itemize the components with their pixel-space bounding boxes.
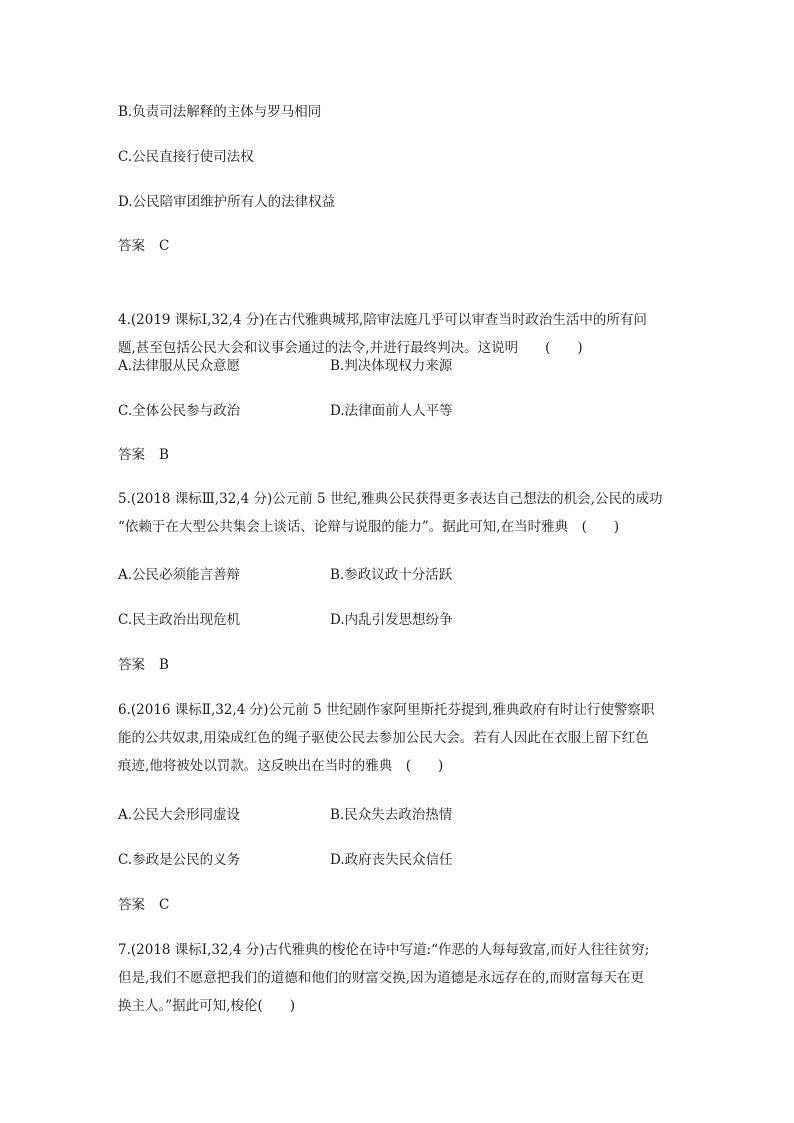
q6-option-b: B.民众失去政治热情 [330, 807, 453, 823]
q6-answer [118, 895, 169, 915]
q5-stem [118, 485, 678, 541]
q5-stem-line: “依赖于在大型公共集会上谈话、论辩与说服的能力”。据此可知,在当时雅典 ( ) [118, 519, 620, 535]
answer-label: 答案 [118, 657, 145, 673]
q4-answer [118, 445, 169, 465]
q4-option-b: B.判决体现权力来源 [330, 358, 453, 374]
q5-option-c: C.民主政治出现危机 [118, 612, 241, 628]
q3-option-b: B.负责司法解释的主体与罗马相同 [118, 104, 322, 120]
q3-option-d: D.公民陪审团维护所有人的法律权益 [118, 194, 336, 210]
q6-stem-line: 痕迹,他将被处以罚款。这反映出在当时的雅典 ( ) [118, 758, 444, 774]
answer-value: C [159, 897, 170, 913]
q5-stem-line: 5.(2018 课标Ⅲ,32,4 分)公元前 5 世纪,雅典公民获得更多表达自己想法的机会,公民的成功 [118, 491, 663, 507]
q4-stem [118, 306, 678, 362]
q4-stem-line: 4.(2019 课标Ⅰ,32,4 分)在古代雅典城邦,陪审法庭几乎可以审查当时政治生活中的所有问 [118, 312, 647, 328]
answer-label: 答案 [118, 897, 145, 913]
q7-stem-line: 7.(2018 课标Ⅰ,32,4 分)古代雅典的梭伦在诗中写道:“作恶的人每每致富,而好人往往贫穷; [118, 942, 650, 958]
answer-value: C [159, 238, 170, 254]
q7-stem-line: 但是,我们不愿意把我们的道德和他们的财富交换,因为道德是永远存在的,而财富每天在更 [118, 970, 644, 986]
q5-option-a: A.公民必须能言善辩 [118, 567, 241, 583]
q7-stem-line: 换主人。”据此可知,梭伦( ) [118, 998, 295, 1014]
q6-option-a: A.公民大会形同虚设 [118, 807, 241, 823]
answer-label: 答案 [118, 447, 145, 463]
q6-stem-line: 6.(2016 课标Ⅱ,32,4 分)公元前 5 世纪剧作家阿里斯托芬提到,雅典政府有时让行使警察职 [118, 702, 655, 718]
q4-stem-line: 题,甚至包括公民大会和议事会通过的法令,并进行最终判决。这说明 ( ) [118, 340, 583, 356]
q4-option-d: D.法律面前人人平等 [330, 403, 453, 419]
answer-label: 答案 [118, 238, 145, 254]
q4-option-c: C.全体公民参与政治 [118, 403, 241, 419]
q3-option-c: C.公民直接行使司法权 [118, 149, 254, 165]
q5-option-d: D.内乱引发思想纷争 [330, 612, 453, 628]
q6-stem [118, 696, 678, 780]
q7-stem [118, 936, 678, 1020]
q6-stem-line: 能的公共奴隶,用染成红色的绳子驱使公民去参加公民大会。若有人因此在衣服上留下红色 [118, 730, 649, 746]
q3-answer [118, 236, 169, 256]
q4-option-a: A.法律服从民众意愿 [118, 358, 241, 374]
q6-option-d: D.政府丧失民众信任 [330, 852, 453, 868]
q5-option-b: B.参政议政十分活跃 [330, 567, 453, 583]
answer-value: B [159, 447, 169, 463]
q6-option-c: C.参政是公民的义务 [118, 852, 241, 868]
answer-value: B [159, 657, 169, 673]
q5-answer [118, 655, 169, 675]
